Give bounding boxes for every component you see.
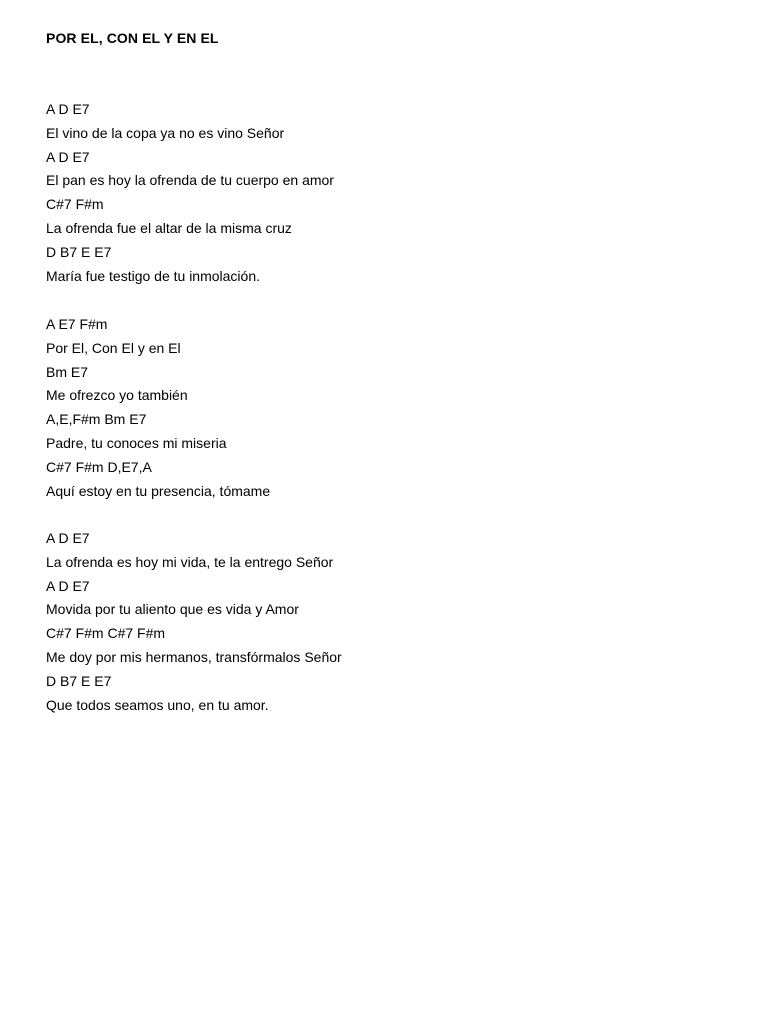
chord-line: A D E7 xyxy=(46,101,90,117)
lyric-line: Aquí estoy en tu presencia, tómame xyxy=(46,482,271,499)
chord-line: A D E7 xyxy=(46,577,90,594)
lyric-line: María fue testigo de tu inmolación. xyxy=(46,267,261,284)
song-title: POR EL, CON EL Y EN EL xyxy=(46,30,219,46)
chord-line: D B7 E E7 xyxy=(46,672,112,689)
lyric-line: Me doy por mis hermanos, transfórmalos Señor xyxy=(46,648,342,665)
lyric-line: Por El, Con El y en El xyxy=(46,339,181,356)
chord-line: A D E7 xyxy=(46,530,90,546)
chord-line: C#7 F#m D,E7,A xyxy=(46,458,152,475)
chord-line: A E7 F#m xyxy=(46,316,108,332)
lyric-line: La ofrenda es hoy mi vida, te la entrego Señor xyxy=(46,553,334,570)
lyric-line: Padre, tu conoces mi miseria xyxy=(46,434,227,451)
verse-2 xyxy=(46,527,342,717)
lyric-line: Movida por tu aliento que es vida y Amor xyxy=(46,601,299,618)
chorus xyxy=(46,313,270,503)
lyric-line: El vino de la copa ya no es vino Señor xyxy=(46,124,285,141)
chord-line: A,E,F#m Bm E7 xyxy=(46,411,147,428)
chord-line: Bm E7 xyxy=(46,363,89,380)
lyric-line: Me ofrezco yo también xyxy=(46,387,188,404)
chord-line: D B7 E E7 xyxy=(46,243,112,260)
chord-line: A D E7 xyxy=(46,148,90,165)
lyric-line: La ofrenda fue el altar de la misma cruz xyxy=(46,219,292,236)
chord-line: C#7 F#m xyxy=(46,196,104,213)
chord-line: C#7 F#m C#7 F#m xyxy=(46,625,166,642)
verse-1 xyxy=(46,98,334,288)
lyric-line: Que todos seamos uno, en tu amor. xyxy=(46,696,269,713)
lyric-line: El pan es hoy la ofrenda de tu cuerpo en amor xyxy=(46,172,334,189)
